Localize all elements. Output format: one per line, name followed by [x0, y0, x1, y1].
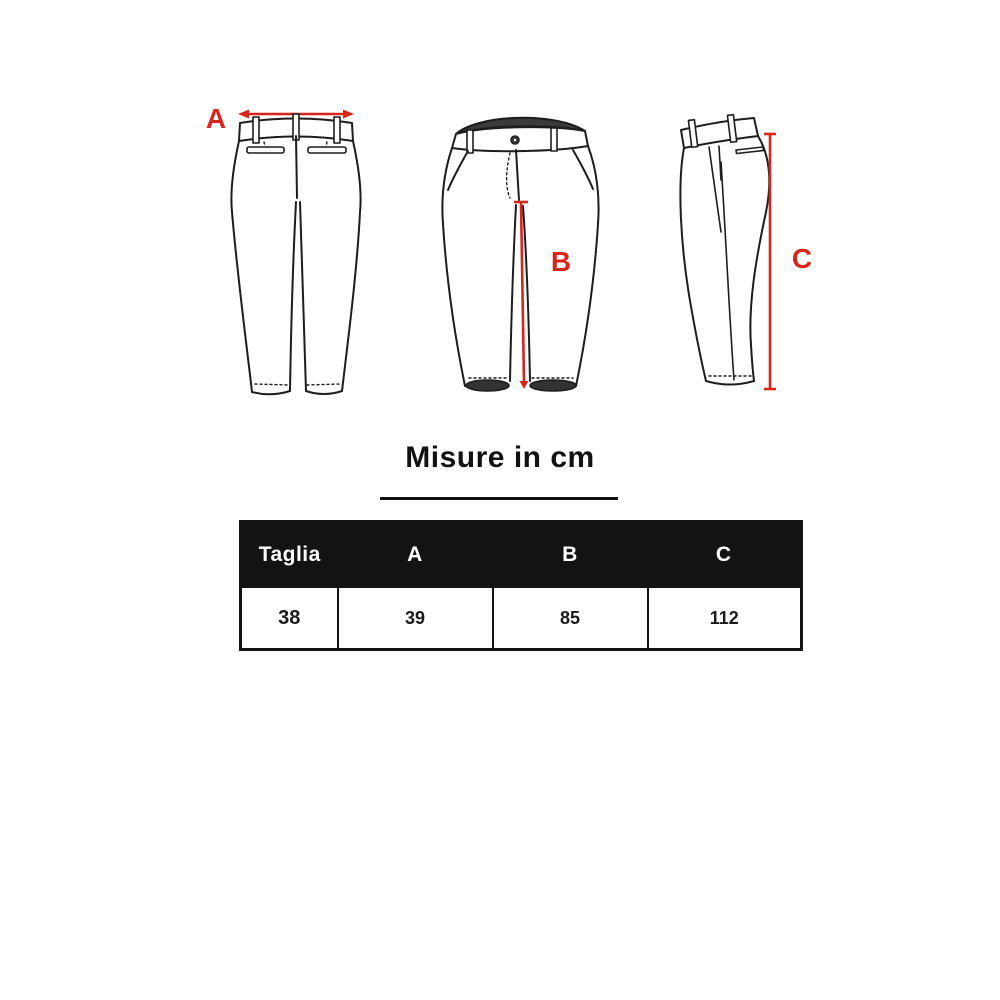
size-guide-title: Misure in cm	[405, 441, 595, 474]
size-table-header-b: B	[493, 522, 648, 588]
measure-b-line	[514, 202, 529, 389]
size-table-row	[241, 587, 802, 650]
size-table-header-a: A	[338, 522, 493, 588]
size-table	[239, 520, 803, 651]
pants-side-view-drawing	[680, 115, 812, 389]
size-table-value-taglia: 38	[241, 587, 338, 650]
size-table-value-c: 112	[648, 587, 802, 650]
size-table-value-b: 85	[493, 587, 648, 650]
measure-c-label: C	[791, 243, 813, 274]
pants-measurement-diagrams	[0, 0, 1000, 430]
size-table-header-taglia: Taglia	[241, 522, 338, 588]
measure-b-label: B	[550, 246, 572, 277]
pants-back-view-drawing	[206, 103, 361, 394]
size-table-header-c: C	[648, 522, 802, 588]
title-underline	[380, 497, 618, 500]
size-table-value-a: 39	[338, 587, 493, 650]
pants-front-view-drawing	[442, 118, 598, 391]
measure-a-label: A	[205, 103, 227, 134]
size-table-header-row	[241, 522, 802, 588]
measure-c-line	[764, 134, 776, 389]
